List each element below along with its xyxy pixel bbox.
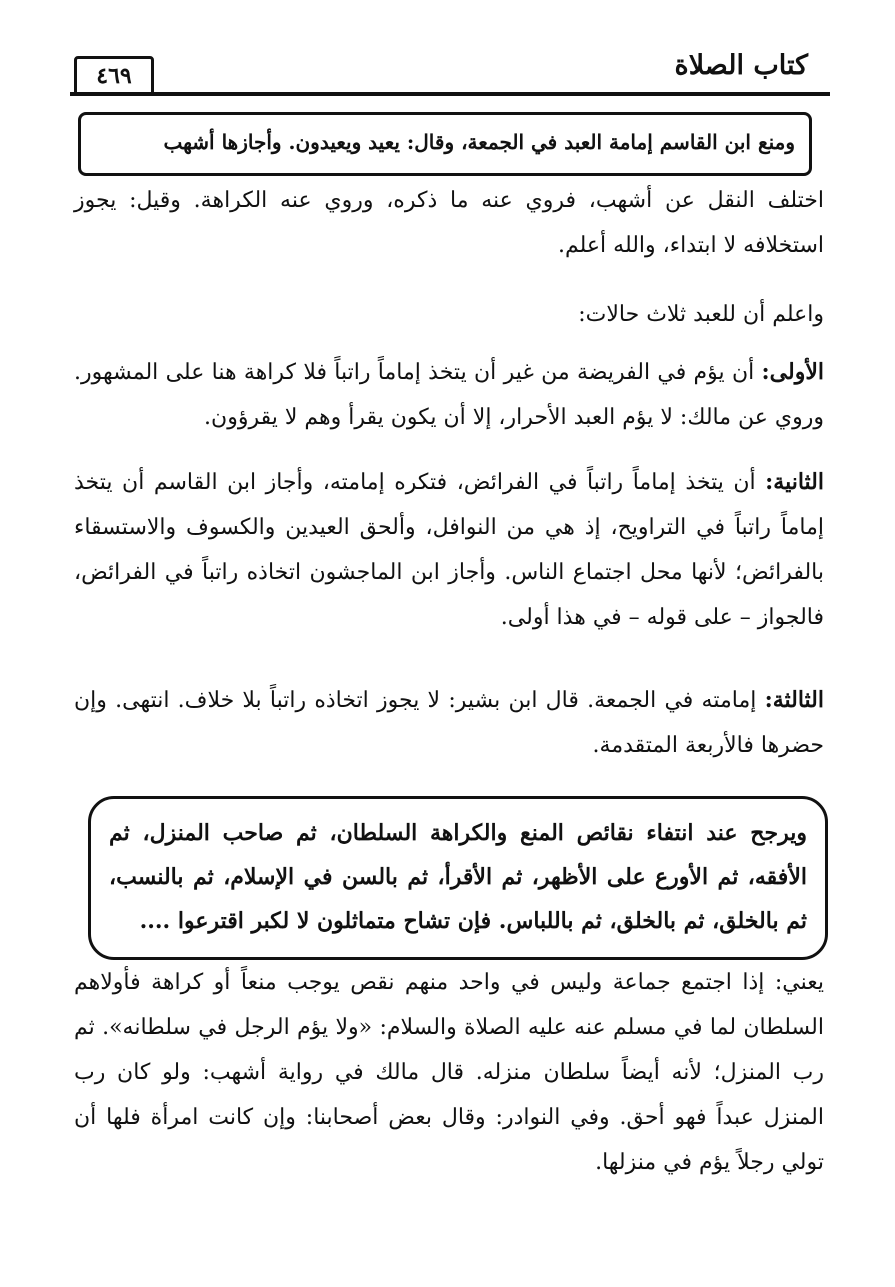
paragraph-4 [74,460,824,640]
paragraph-5-text: إمامته في الجمعة. قال ابن بشير: لا يجوز اتخاذه راتباً بلا خلاف. انتهى. وإن حضرها فالأربعة المتقدمة. [74,688,824,758]
header-rule [70,92,830,96]
paragraph-3-lead: الأولى: [761,359,824,385]
matn-box-top [78,112,812,176]
paragraph-3-text: أن يؤم في الفريضة من غير أن يتخذ إماماً راتباً فلا كراهة هنا على المشهور. وروي عن مالك: لا يؤم العبد الأحرار، إلا أن يكون يقرأ وهم لا يقرؤون. [74,360,824,430]
paragraph-6: يعني: إذا اجتمع جماعة وليس في واحد منهم نقص يوجب منعاً أو كراهة فأولاهم السلطان لما في مسلم عنه عليه الصلاة والسلام: «ولا يؤم الرجل في سلطانه». ثم رب المنزل؛ لأنه أيضاً سلطان منزله. قال مالك في رواية أشهب: ولو كان رب المنزل عبداً فهو أحق. وفي النوادر: وقال بعض أصحابنا: وإن كانت امرأة فلها أن تولي رجلاً يؤم في منزلها. [74,970,824,1175]
paragraph-1: اختلف النقل عن أشهب، فروي عنه ما ذكره، وروي عنه الكراهة. وقيل: يجوز استخلافه لا ابتداء، والله أعلم. [74,188,824,258]
matn-text-top: ومنع ابن القاسم إمامة العبد في الجمعة، وقال: يعيد ويعيدون. وأجازها أشهب [163,130,795,154]
paragraph-3 [74,350,824,440]
page-header [70,48,830,104]
paragraph-4-lead: الثانية: [765,469,824,495]
paragraph-5-lead: الثالثة: [764,687,824,713]
matn-box-middle [88,796,828,960]
matn-text-middle: ويرجح عند انتفاء نقائص المنع والكراهة السلطان، ثم صاحب المنزل، ثم الأفقه، ثم الأورع على الأظهر، ثم الأقرأ، ثم بالسن في الإسلام، ثم بالنسب، ثم بالخلق، ثم بالخلق، ثم باللباس. فإن تشاح متماثلون لا لكبر اقترعوا .... [109,820,807,934]
paragraph-4-text: أن يتخذ إماماً راتباً في الفرائض، فتكره إمامته، وأجاز ابن القاسم أن يتخذ إماماً راتباً في التراويح، إذ هي من النوافل، وألحق العيدين والكسوف والاستسقاء بالفرائض؛ لأنها محل اجتماع الناس. وأجاز ابن الماجشون اتخاذه راتباً في الفرائض، فالجواز – على قوله – في هذا أولى. [74,470,824,630]
paragraph-2: واعلم أن للعبد ثلاث حالات: [578,302,824,327]
page-number: ٤٦٩ [74,56,154,96]
paragraph-5 [74,678,824,768]
book-title: كتاب الصلاة [674,50,808,81]
